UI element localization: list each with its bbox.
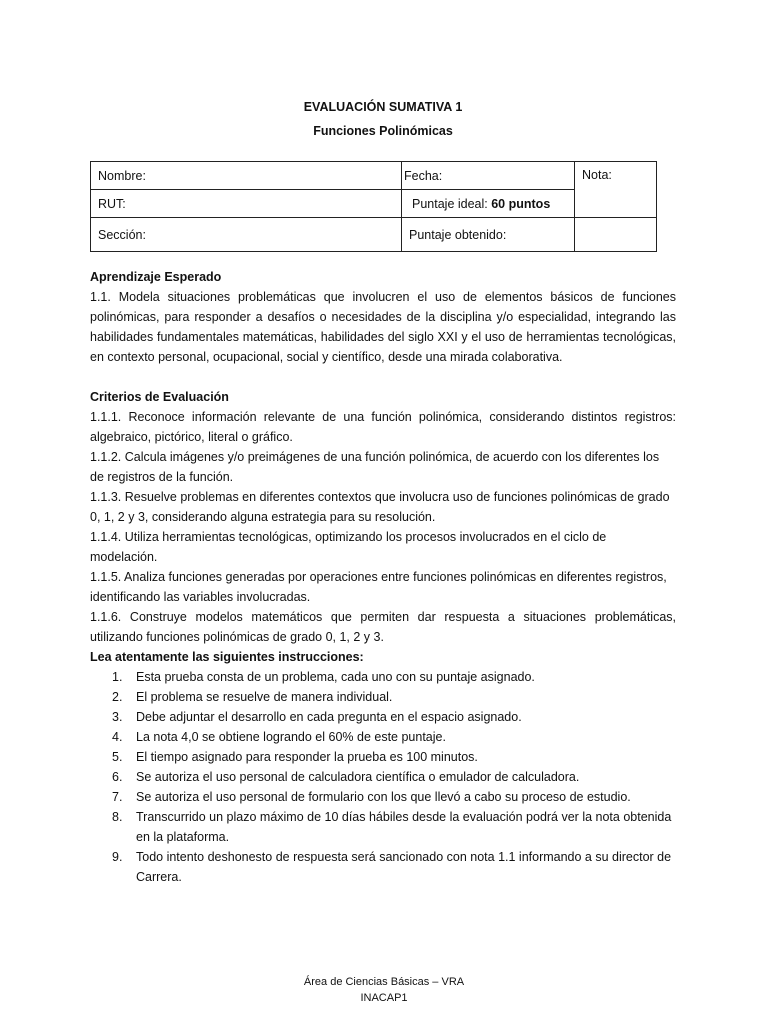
puntaje-ideal-label: Puntaje ideal: (412, 196, 492, 211)
footer-line-area: Área de Ciencias Básicas – VRA (303, 976, 465, 988)
list-item: 1. Esta prueba consta de un problema, cada uno con su puntaje asignado. (112, 670, 535, 684)
list-item: 7. Se autoriza el uso personal de formulario con los que llevó a cabo su proceso de estudio. (112, 790, 631, 804)
fecha-label: Fecha: (404, 168, 443, 183)
nombre-label: Nombre: (98, 168, 146, 183)
aprendizaje-text: 1.1. Modela situaciones problemáticas que involucren el uso de elementos básicos de funciones polinómicas, para responder a desafíos o necesidades de la disciplina y/o especialidad, integrando las habilidades fundamentales matemáticas, habilidades del siglo XXI y el uso de herramientas tecnológicas, en contexto personal, ocupacional, social y científico, desde una mirada colaborativa. (90, 290, 676, 364)
aprendizaje-heading: Aprendizaje Esperado (90, 270, 222, 284)
instrucciones-list (90, 667, 676, 887)
document-subtitle: Funciones Polinómicas (313, 124, 453, 138)
rut-cell (91, 190, 402, 218)
student-info-table (90, 161, 657, 252)
nombre-cell (91, 162, 402, 190)
criterios-heading: Criterios de Evaluación (90, 390, 229, 404)
puntaje-obtenido-label: Puntaje obtenido: (409, 227, 507, 242)
instrucciones-heading: Lea atentamente las siguientes instrucciones: (90, 650, 364, 664)
document-title: EVALUACIÓN SUMATIVA 1 (303, 100, 463, 114)
list-item: 2. El problema se resuelve de manera individual. (112, 690, 393, 704)
seccion-cell (91, 218, 402, 252)
list-item: 4. La nota 4,0 se obtiene logrando el 60% de este puntaje. (112, 730, 446, 744)
criterio-item: 1.1.2. Calcula imágenes y/o preimágenes de una función polinómica, de acuerdo con los diferentes los de registros de la función. (90, 450, 660, 484)
criterio-item: 1.1.6. Construye modelos matemáticos que permiten dar respuesta a situaciones problemáticas, utilizando funciones polinómicas de grado 0, 1, 2 y 3. (90, 610, 676, 644)
nota-cell-empty (575, 218, 657, 252)
list-item: 8. Transcurrido un plazo máximo de 10 días hábiles desde la evaluación podrá ver la nota obtenida en la plataforma. (112, 810, 672, 844)
criterio-item: 1.1.4. Utiliza herramientas tecnológicas, optimizando los procesos involucrados en el ciclo de modelación. (90, 530, 607, 564)
criterios-section (90, 387, 676, 647)
criterio-item: 1.1.1. Reconoce información relevante de una función polinómica, considerando distintos registros: algebraico, pictórico, literal o gráfico. (90, 410, 676, 444)
nota-label: Nota: (582, 168, 612, 182)
puntaje-obtenido-cell (402, 218, 575, 252)
aprendizaje-section (90, 267, 676, 367)
puntaje-ideal-cell (402, 190, 575, 218)
list-item: 5. El tiempo asignado para responder la prueba es 100 minutos. (112, 750, 478, 764)
rut-label: RUT: (98, 196, 126, 211)
seccion-label: Sección: (98, 227, 146, 242)
criterio-item: 1.1.5. Analiza funciones generadas por operaciones entre funciones polinómicas en diferentes registros, identificando las variables involucradas. (90, 570, 667, 604)
instrucciones-section (90, 647, 676, 887)
puntaje-ideal-value: 60 puntos (491, 196, 551, 211)
nota-cell (575, 162, 657, 218)
list-item: 3. Debe adjuntar el desarrollo en cada pregunta en el espacio asignado. (112, 710, 522, 724)
list-item: 9. Todo intento deshonesto de respuesta será sancionado con nota 1.1 informando a su director de Carrera. (112, 850, 672, 884)
fecha-cell (402, 162, 575, 190)
page-footer (0, 974, 768, 1006)
footer-line-inacap: INACAP1 (360, 992, 408, 1004)
criterio-item: 1.1.3. Resuelve problemas en diferentes contextos que involucra uso de funciones polinómicas de grado 0, 1, 2 y 3, considerando alguna estrategia para su resolución. (90, 490, 670, 524)
list-item: 6. Se autoriza el uso personal de calculadora científica o emulador de calculadora. (112, 770, 580, 784)
